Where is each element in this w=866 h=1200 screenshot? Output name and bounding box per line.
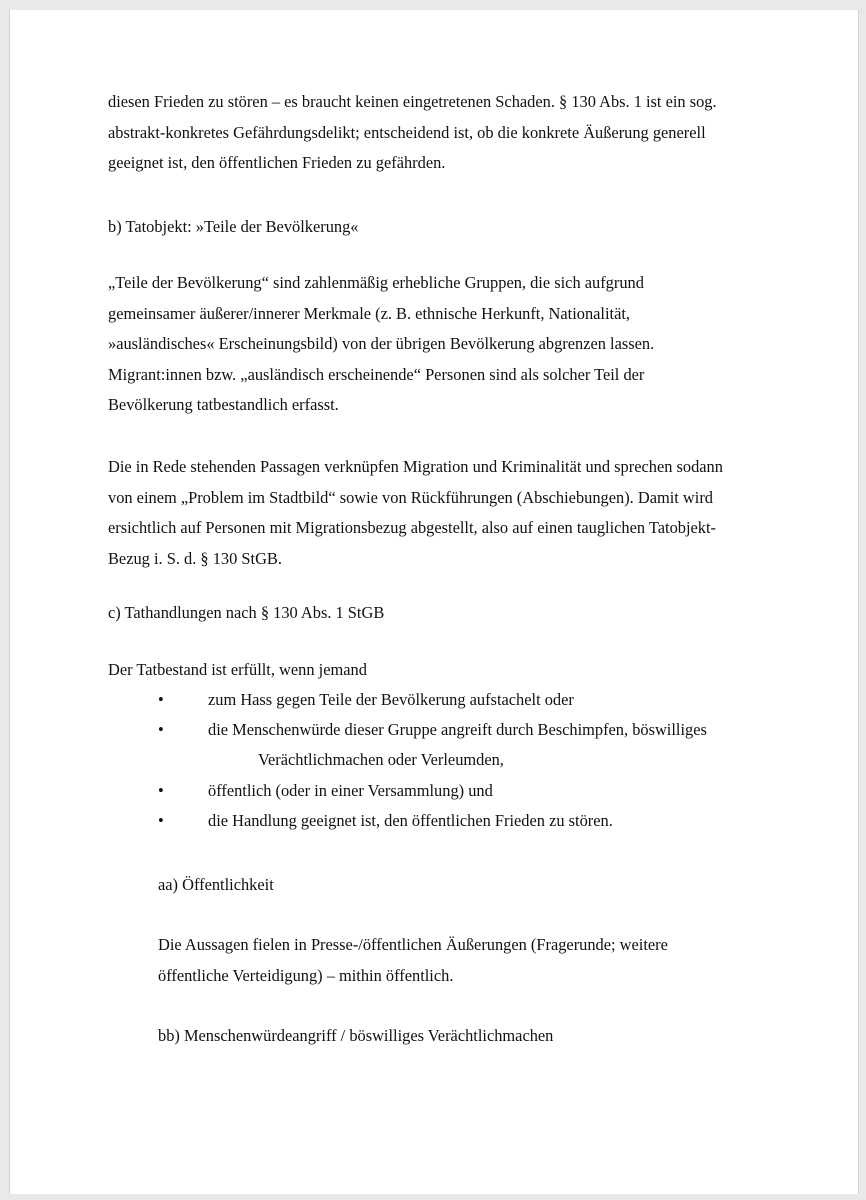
bullet-marker: • bbox=[158, 690, 164, 709]
bullet-item-text: die Menschenwürde dieser Gruppe angreift durch Beschimpfen, böswilliges bbox=[208, 720, 707, 739]
text-line: diesen Frieden zu stören – es braucht keinen eingetretenen Schaden. § 130 Abs. 1 ist ein sog. bbox=[108, 92, 717, 111]
text-line: »ausländisches« Erscheinungsbild) von der übrigen Bevölkerung abgrenzen lassen. bbox=[108, 334, 655, 354]
text-line: Bezug i. S. d. § 130 StGB. bbox=[108, 548, 282, 568]
bullet-item-text: öffentlich (oder in einer Versammlung) und bbox=[208, 781, 493, 800]
paragraph-teile-der-bevoelkerung bbox=[108, 268, 654, 421]
text-line: von einem „Problem im Stadtbild“ sowie von Rückführungen (Abschiebungen). Damit wird bbox=[108, 487, 713, 507]
bullet-marker: • bbox=[158, 781, 164, 800]
heading-bb-menschenwuerde: bb) Menschenwürdeangriff / böswilliges Verächtlichmachen bbox=[158, 1026, 554, 1045]
document-page bbox=[9, 10, 859, 1194]
paragraph-tatbestand-intro: Der Tatbestand ist erfüllt, wenn jemand bbox=[108, 660, 367, 679]
bullet-item-continuation: Verächtlichmachen oder Verleumden, bbox=[258, 750, 504, 769]
bullet-marker: • bbox=[158, 720, 164, 739]
heading-b-tatobjekt: b) Tatobjekt: »Teile der Bevölkerung« bbox=[108, 217, 359, 236]
text-line: „Teile der Bevölkerung“ sind zahlenmäßig erhebliche Gruppen, die sich aufgrund bbox=[108, 273, 644, 292]
text-line: geeignet ist, den öffentlichen Frieden zu gefährden. bbox=[108, 153, 446, 173]
bullet-item-text: die Handlung geeignet ist, den öffentlichen Frieden zu stören. bbox=[208, 811, 613, 830]
text-line: Die in Rede stehenden Passagen verknüpfen Migration und Kriminalität und sprechen sodann bbox=[108, 457, 723, 476]
text-line: Die Aussagen fielen in Presse-/öffentlichen Äußerungen (Fragerunde; weitere bbox=[158, 935, 668, 954]
text-line: abstrakt-konkretes Gefährdungsdelikt; entscheidend ist, ob die konkrete Äußerung generell bbox=[108, 122, 706, 142]
paragraph-oeffentlichkeit bbox=[158, 930, 668, 991]
paragraph-danger-offence bbox=[108, 87, 717, 179]
text-line: Migrant:innen bzw. „ausländisch erscheinende“ Personen sind als solcher Teil der bbox=[108, 364, 645, 384]
heading-aa-oeffentlichkeit: aa) Öffentlichkeit bbox=[158, 875, 274, 894]
text-line: ersichtlich auf Personen mit Migrationsbezug abgestellt, also auf einen tauglichen Tatobjekt- bbox=[108, 518, 717, 538]
text-line: öffentliche Verteidigung) – mithin öffentlich. bbox=[158, 965, 454, 985]
heading-c-tathandlungen: c) Tathandlungen nach § 130 Abs. 1 StGB bbox=[108, 603, 385, 622]
bullet-marker: • bbox=[158, 811, 164, 830]
text-line: gemeinsamer äußerer/innerer Merkmale (z. B. ethnische Herkunft, Nationalität, bbox=[108, 303, 631, 323]
text-line: Bevölkerung tatbestandlich erfasst. bbox=[108, 395, 339, 415]
bullet-item-text: zum Hass gegen Teile der Bevölkerung aufstachelt oder bbox=[208, 690, 574, 709]
paragraph-migration-passages bbox=[108, 452, 723, 574]
